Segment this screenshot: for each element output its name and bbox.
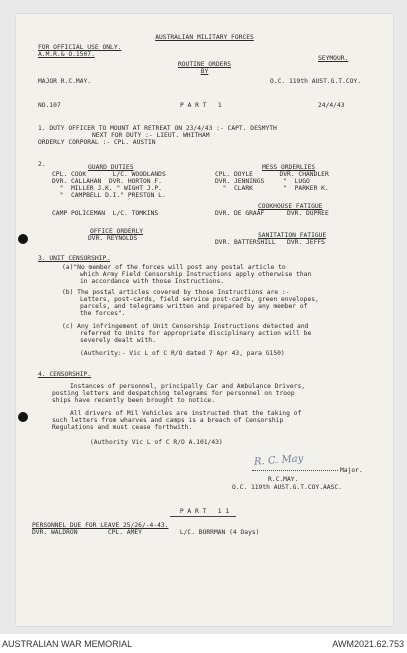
censorship-paragraph-2: All drivers of Mil Vehicles are instructed that the taking of (70, 410, 302, 417)
leave-row: DVR. WALDRON CPL. AMEY L/C. BORRMAN (4 Days) (32, 529, 260, 536)
censorship-paragraph-2: Regulations and must cease forthwith. (52, 424, 193, 431)
footer-institution: AUSTRALIAN WAR MEMORIAL (2, 639, 133, 649)
punch-hole-top (18, 234, 28, 244)
cookhouse-fatigue-heading: COOKHOUSE FATIGUE (258, 203, 323, 210)
next-for-duty-line: NEXT FOR DUTY :- LIEUT. WHITHAM (92, 132, 210, 139)
signature-command: O.C. 119th AUST.G.T.COY.AASC. (232, 484, 342, 491)
censorship-b-line: Letters, post-cards, field service post-cards, green envelopes, (80, 296, 319, 303)
officer-name: MAJOR R.C.MAY. (38, 78, 92, 85)
guard-duties-heading: GUARD DUTIES (88, 164, 134, 171)
order-date: 24/4/43 (318, 102, 345, 109)
mess-row: DVR. JENNINGS " LUGO (215, 178, 310, 185)
part-two-heading: P A R T 1 1 (179, 508, 230, 515)
signature-rank: Major. (340, 467, 363, 474)
censorship-paragraph-1: ships have recently been brought to notice. (52, 397, 216, 404)
routine-orders-heading: ROUTINE ORDERS (177, 61, 232, 68)
reference-label: A.M.R.& O.1507. (38, 51, 95, 58)
unit-censorship-heading: 3. UNIT CENSORSHIP. (38, 255, 111, 262)
mess-orderlies-heading: MESS ORDERLIES (262, 164, 316, 171)
order-number: NO.107 (38, 102, 61, 109)
censorship-a-line: in accordance with those Instructions. (80, 278, 225, 285)
censorship-heading: 4. CENSORSHIP. (38, 371, 92, 378)
office-orderly-row: DVR. REYNOLDS (88, 235, 138, 242)
routine-orders-by: BY (200, 68, 209, 75)
camp-policeman-line: CAMP POLICEMAN L/C. TOMKINS (52, 210, 159, 217)
guard-row: " MILLER J.K. " WIGHT J.P. (52, 185, 162, 192)
duty-officer-line: 1. DUTY OFFICER TO MOUNT AT RETREAT ON 23/4/43 :- CAPT. DESMYTH (38, 125, 277, 132)
sanitation-fatigue-row: DVR. BATTERSHILL DVR. JEFFS (215, 239, 325, 246)
sanitation-fatigue-heading: SANITATION FATIGUE (258, 232, 327, 239)
censorship-b-line: parcels, and telegrams written and prepared by any member of (80, 303, 308, 310)
official-use-label: FOR OFFICIAL USE ONLY. (38, 44, 122, 51)
censorship-paragraph-2: such letters from wharves and camps is a breach of Censorship (52, 417, 284, 424)
censorship-authority-4: (Authority Vic L of C R/O A.101/43) (90, 439, 223, 446)
mess-row: " CLARK " PARKER K. (215, 185, 329, 192)
censorship-authority: (Authority:- Vic L of C R/O dated 7 Apr 43, para G150) (80, 350, 285, 357)
location-label: SEYMOUR. (318, 55, 349, 62)
footer-accession-number: AWM2021.62.753 (332, 639, 404, 649)
guard-row: " CAMPBELL D.I." PRESTON L. (52, 192, 166, 199)
unit-command: O.C. 119th AUST.G.T.COY. (270, 78, 361, 85)
orderly-corporal-line: ORDERLY CORPORAL :- CPL. AUSTIN (38, 139, 156, 146)
handwritten-signature: R. C. May (253, 453, 304, 468)
censorship-b-line: (b) The postal articles covered by those Instructions are :- (62, 289, 290, 296)
part-two-rule (170, 516, 236, 517)
mess-row: CPL. DOYLE DVR. CHANDLER (215, 171, 329, 178)
cookhouse-fatigue-row: DVR. DE GRAAF DVR. DUPREE (215, 210, 329, 217)
censorship-b-line: the forces". (80, 310, 126, 317)
guard-row: DVR. CALLAHAN DVR. HORTON F. (52, 178, 162, 185)
censorship-a-line: (a)"No member of the forces will post any postal article to (62, 264, 286, 271)
censorship-c-line: severely dealt with. (80, 337, 156, 344)
censorship-c-line: (c) Any infringement of Unit Censorship Instructions detected and (62, 323, 309, 330)
section-2-number: 2. (38, 161, 46, 168)
part-one-label: P A R T 1 (180, 102, 222, 109)
censorship-c-line: referred to Units for appropriate disciplinary action will be (80, 330, 312, 337)
footer-bar (0, 634, 407, 653)
signature-line (252, 470, 338, 471)
censorship-paragraph-1: Instances of personnel, principally Car and Ambulance Drivers, (70, 383, 306, 390)
leave-heading: PERSONNEL DUE FOR LEAVE 25/26/-4-43. (32, 522, 169, 529)
guard-row: CPL. COOK L/C. WOODLANDS (52, 171, 166, 178)
signature-name: R.C.MAY. (268, 476, 299, 483)
censorship-paragraph-1: posting letters and despatching telegrams for personnel on troop (52, 390, 295, 397)
office-orderly-heading: OFFICE ORDERLY (90, 228, 144, 235)
censorship-a-line: which Army Field Censorship Instructions apply otherwise than (80, 271, 312, 278)
punch-hole-bottom (18, 412, 28, 422)
document-title: AUSTRALIAN MILITARY FORCES (155, 34, 254, 41)
